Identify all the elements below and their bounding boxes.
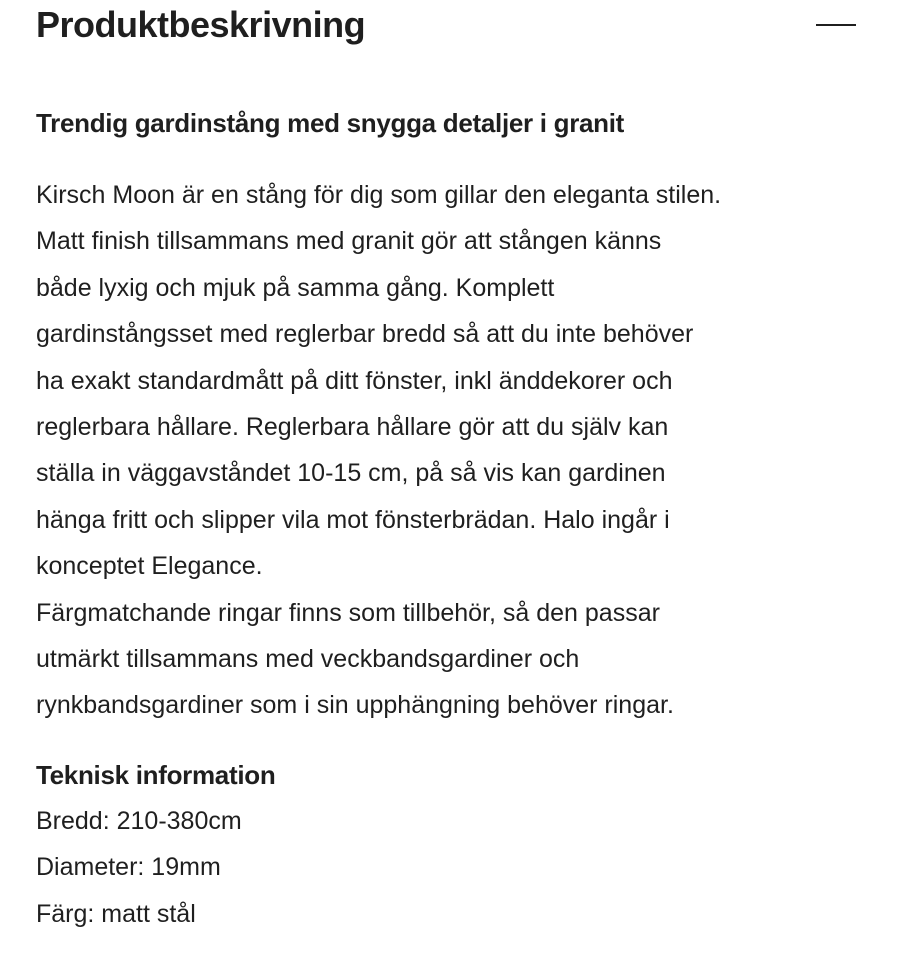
description-line: rynkbandsgardiner som i sin upphängning behöver ringar. [36,691,674,720]
technical-info [36,752,275,937]
minus-icon[interactable] [816,24,856,26]
description-line: konceptet Elegance. [36,552,263,581]
description-line: Kirsch Moon är en stång för dig som gillar den eleganta stilen. [36,181,722,209]
spec-width: Bredd: 210-380cm [36,807,242,835]
technical-heading: Teknisk information [36,760,276,790]
description-line: reglerbara hållare. Reglerbara hållare gör att du själv kan [36,412,669,441]
description-line: Matt finish tillsammans med granit gör att stången känns [36,227,662,256]
spec-diameter: Diameter: 19mm [36,853,221,882]
description-text [36,172,721,729]
description-line: hänga fritt och slipper vila mot fönsterbrädan. Halo ingår i [36,505,670,534]
description-line: utmärkt tillsammans med veckbandsgardiner och [36,644,580,673]
description-line: Färgmatchande ringar finns som tillbehör, så den passar [36,598,660,627]
description-heading: Trendig gardinstång med snygga detaljer i granit [36,108,625,138]
description-line: ha exakt standardmått på ditt fönster, inkl änddekorer och [36,366,673,395]
description-line: både lyxig och mjuk på samma gång. Komplett [36,273,555,302]
spec-color: Färg: matt stål [36,899,196,928]
section-title: Produktbeskrivning [36,4,366,45]
description-line: gardinstångsset med reglerbar bredd så att du inte behöver [36,320,694,349]
description-line: ställa in väggavståndet 10-15 cm, på så vis kan gardinen [36,459,666,488]
